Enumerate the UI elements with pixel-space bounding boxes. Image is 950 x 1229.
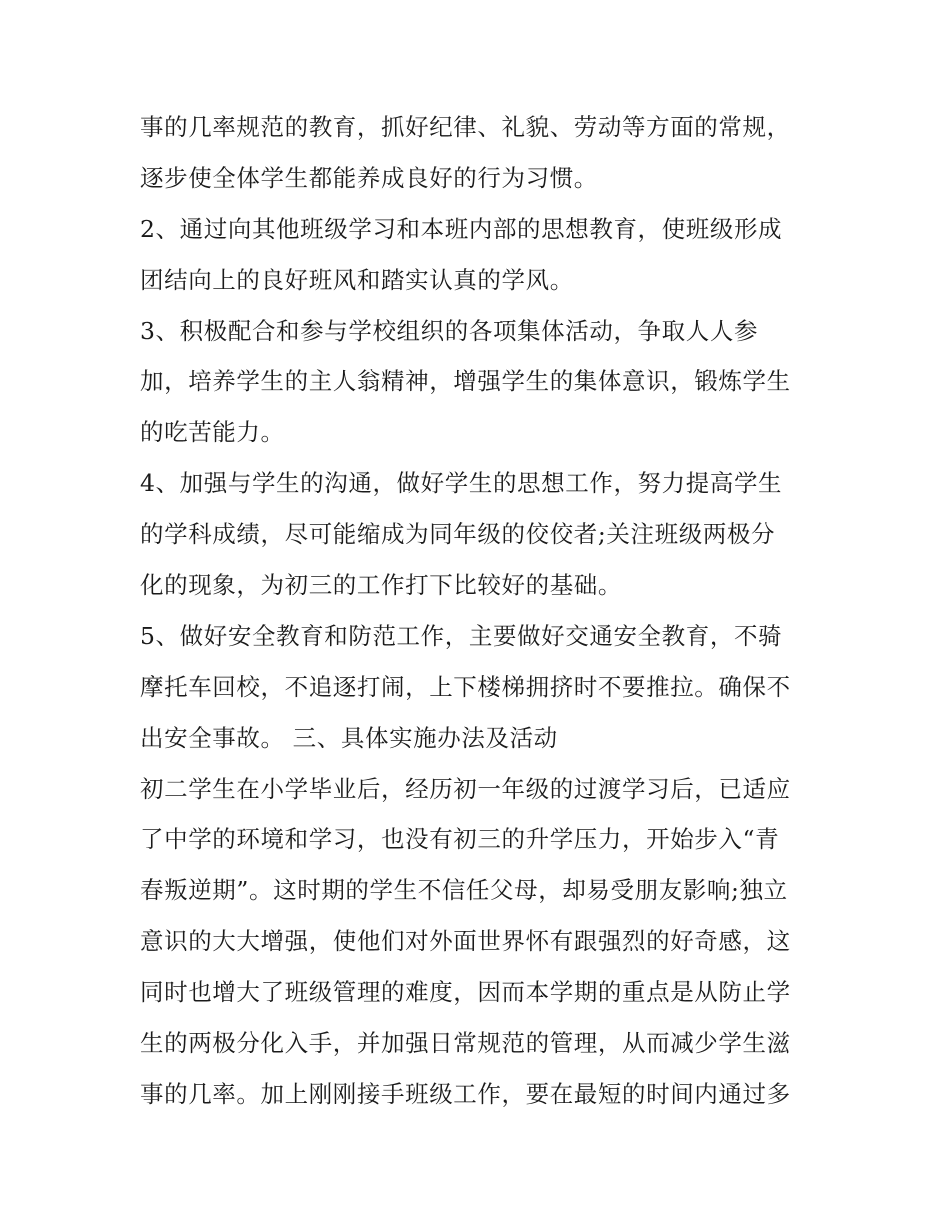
text-line: 初二学生在小学毕业后，经历初一年级的过渡学习后，已适应 xyxy=(140,774,791,803)
text-line: 化的现象，为初三的工作打下比较好的基础。 xyxy=(140,571,622,600)
text-line: 摩托车回校，不追逐打闹，上下楼梯拥挤时不要推拉。确保不 xyxy=(140,672,791,701)
text-line: 5、做好安全教育和防范工作，主要做好交通安全教育，不骑 xyxy=(140,621,783,650)
text-line: 了中学的环境和学习，也没有初三的升学压力，开始步入“青 xyxy=(140,825,780,854)
text-line: 事的几率规范的教育，抓好纪律、礼貌、劳动等方面的常规， xyxy=(140,113,791,141)
text-line: 加，培养学生的主人翁精神，增强学生的集体意识，锻炼学生 xyxy=(140,367,791,396)
text-line: 春叛逆期”。这时期的学生不信任父母，却易受朋友影响;独立 xyxy=(140,876,788,905)
text-line: 3、积极配合和参与学校组织的各项集体活动，争取人人参 xyxy=(140,316,759,345)
text-line: 团结向上的良好班风和踏实认真的学风。 xyxy=(140,265,574,294)
text-line: 事的几率。加上刚刚接手班级工作，要在最短的时间内通过多 xyxy=(140,1079,791,1108)
text-line: 的吃苦能力。 xyxy=(140,418,285,447)
text-line: 4、加强与学生的沟通，做好学生的思想工作，努力提高学生 xyxy=(140,469,783,498)
text-line: 生的两极分化入手，并加强日常规范的管理，从而减少学生滋 xyxy=(140,1029,791,1058)
text-line: 逐步使全体学生都能养成良好的行为习惯。 xyxy=(140,163,598,192)
document-body xyxy=(140,102,830,1120)
text-line: 2、通过向其他班级学习和本班内部的思想教育，使班级形成 xyxy=(140,214,783,243)
text-line: 的学科成绩，尽可能缩成为同年级的佼佼者;关注班级两极分 xyxy=(140,520,776,549)
text-line: 出安全事故。 三、具体实施办法及活动 xyxy=(140,723,558,752)
text-line: 意识的大大增强，使他们对外面世界怀有跟强烈的好奇感，这 xyxy=(140,927,791,956)
text-line: 同时也增大了班级管理的难度，因而本学期的重点是从防止学 xyxy=(140,978,791,1007)
